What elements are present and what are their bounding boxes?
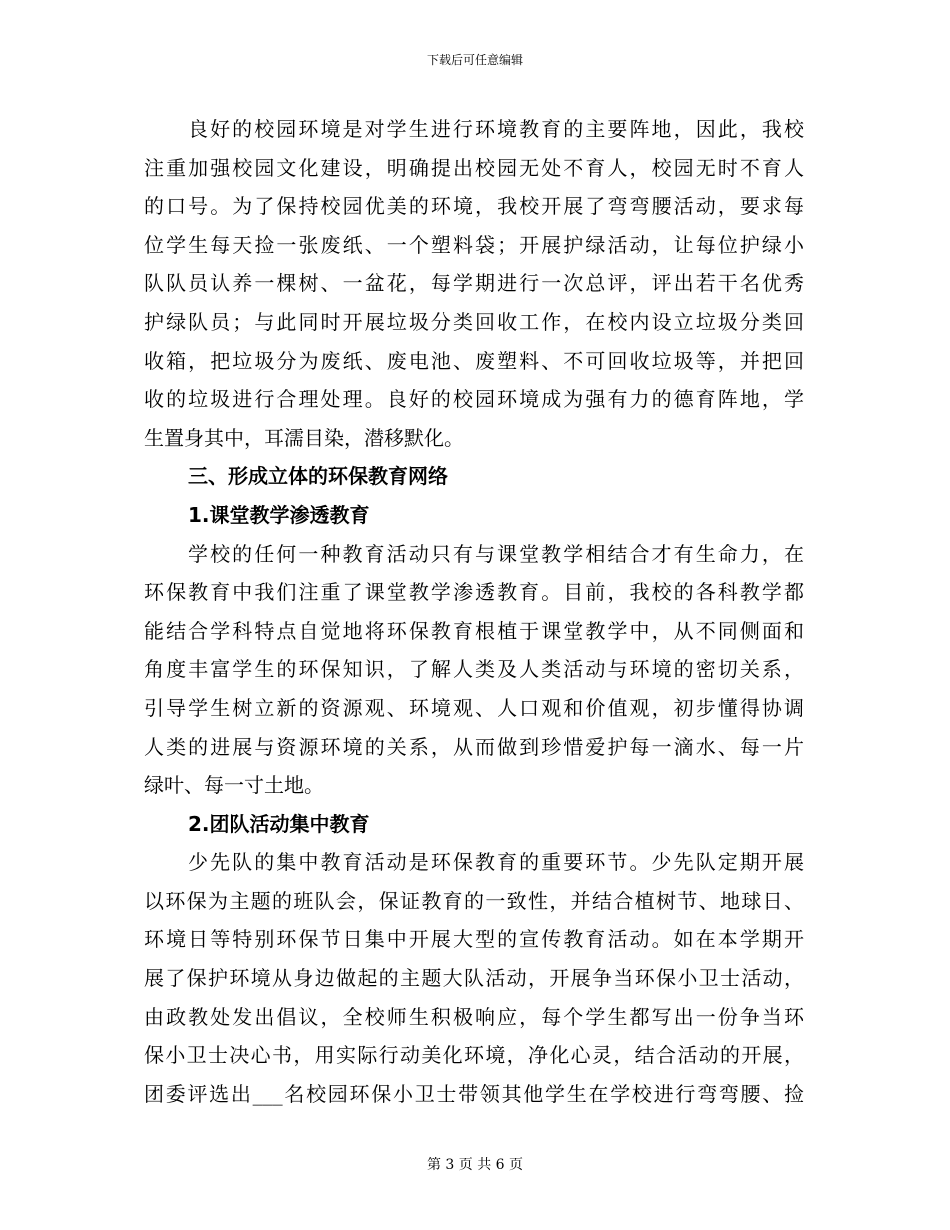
- text-line: 队队员认养一棵树、一盆花，每学期进行一次总评，评出若干名优秀: [144, 271, 804, 296]
- text-line: 收的垃圾进行合理处理。良好的校园环境成为强有力的德育阵地，学: [144, 387, 804, 412]
- text-line: 少先队的集中教育活动是环保教育的重要环节。少先队定期开展: [188, 850, 804, 875]
- text-line: 学校的任何一种教育活动只有与课堂教学相结合才有生命力，在: [188, 541, 804, 566]
- text-line: 角度丰富学生的环保知识，了解人类及人类活动与环境的密切关系，: [144, 657, 804, 682]
- text-line: 人类的进展与资源环境的关系，从而做到珍惜爱护每一滴水、每一片: [144, 734, 804, 759]
- text-line: 绿叶、每一寸土地。: [144, 773, 324, 798]
- text-line: 以环保为主题的班队会，保证教育的一致性，并结合植树节、地球日、: [144, 888, 804, 913]
- section-heading: 三、形成立体的环保教育网络: [188, 464, 448, 489]
- text-line: 环保教育中我们注重了课堂教学渗透教育。目前，我校的各科教学都: [144, 580, 804, 605]
- text-line: 环境日等特别环保节日集中开展大型的宣传教育活动。如在本学期开: [144, 927, 804, 952]
- text-line: 团委评选出___名校园环保小卫士带领其他学生在学校进行弯弯腰、捡: [144, 1081, 804, 1106]
- text-line: 位学生每天捡一张废纸、一个塑料袋；开展护绿活动，让每位护绿小: [144, 232, 804, 257]
- text-line: 良好的校园环境是对学生进行环境教育的主要阵地，因此，我校: [188, 117, 804, 141]
- page-header: 下载后可任意编辑: [426, 53, 523, 67]
- text-line: 的口号。为了保持校园优美的环境，我校开展了弯弯腰活动，要求每: [144, 194, 804, 219]
- text-line: 由政教处发出倡议，全校师生积极响应，每个学生都写出一份争当环: [144, 1004, 804, 1029]
- subsection-heading: 1.课堂教学渗透教育: [188, 502, 370, 527]
- text-line: 护绿队员；与此同时开展垃圾分类回收工作，在校内设立垃圾分类回: [144, 309, 804, 334]
- text-line: 收箱，把垃圾分为废纸、废电池、废塑料、不可回收垃圾等，并把回: [144, 348, 804, 373]
- text-line: 展了保护环境从身边做起的主题大队活动，开展争当环保小卫士活动，: [144, 966, 804, 991]
- text-line: 注重加强校园文化建设，明确提出校园无处不育人，校园无时不育人: [144, 155, 804, 180]
- subsection-heading: 2.团队活动集中教育: [188, 811, 370, 836]
- page-footer: 第 3 页 共 6 页: [426, 1157, 524, 1173]
- text-line: 引导学生树立新的资源观、环境观、人口观和价值观，初步懂得协调: [144, 695, 804, 720]
- text-line: 能结合学科特点自觉地将环保教育根植于课堂教学中，从不同侧面和: [144, 618, 804, 643]
- text-line: 保小卫士决心书，用实际行动美化环境，净化心灵，结合活动的开展，: [144, 1043, 804, 1068]
- document-body: [144, 110, 804, 1113]
- text-line: 生置身其中，耳濡目染，潜移默化。: [144, 425, 464, 450]
